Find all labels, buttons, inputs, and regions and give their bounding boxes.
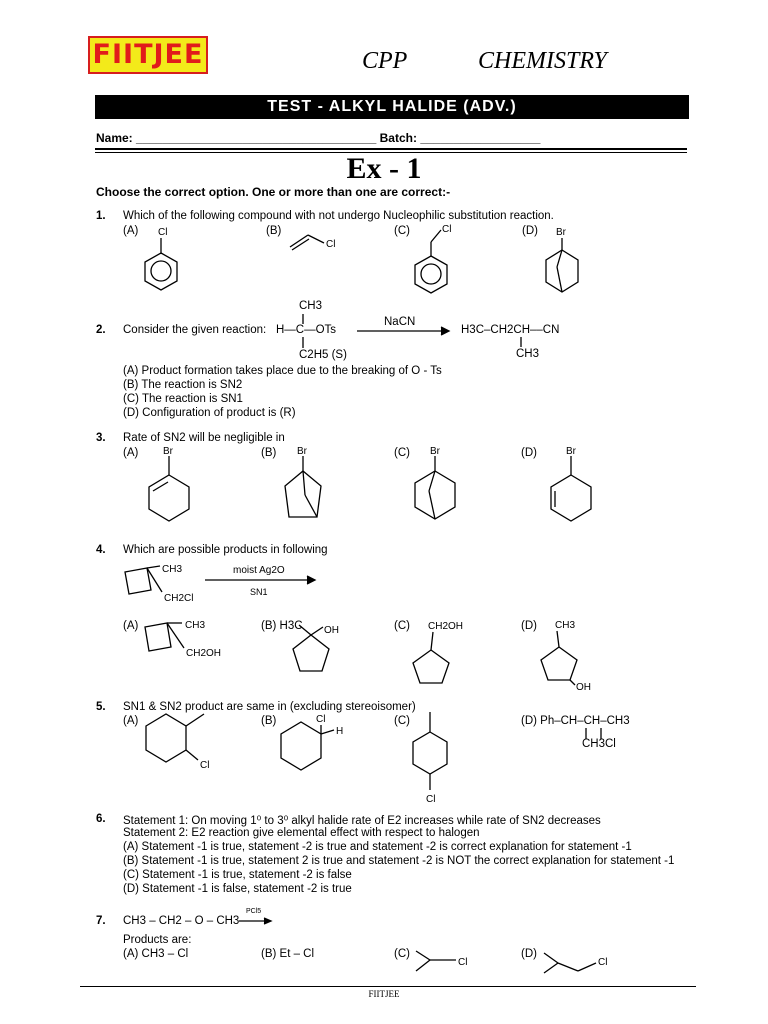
option-label: (C) xyxy=(394,715,410,727)
fiitjee-logo: FIITJEE xyxy=(88,36,208,74)
reagent-label: NaCN xyxy=(384,316,416,328)
bromocyclohexene-allylic-structure xyxy=(540,441,600,526)
option-label: (C) xyxy=(394,447,410,459)
methylcyclopentanol-structure xyxy=(285,615,365,690)
svg-text:CH3: CH3 xyxy=(185,620,206,631)
question-number: 1. xyxy=(96,210,106,222)
svg-text:Br: Br xyxy=(430,446,440,457)
svg-text:CH2OH: CH2OH xyxy=(428,621,464,632)
svg-text:H: H xyxy=(336,726,344,737)
option-label: (D) xyxy=(521,948,537,960)
option-c: (C) The reaction is SN1 xyxy=(123,393,243,405)
batch-field[interactable]: __________________ xyxy=(420,131,541,145)
svg-text:Br: Br xyxy=(566,446,576,457)
isopropyl-chloride-structure xyxy=(412,945,482,975)
option-a: (A) CH3 – Cl xyxy=(123,948,189,960)
reaction-text: CH3 – CH2 – O – CH3 xyxy=(123,915,240,927)
option-label: (A) xyxy=(123,715,139,727)
question-number: 4. xyxy=(96,544,106,556)
products-label: Products are: xyxy=(123,934,192,946)
option-label: (D) xyxy=(521,447,537,459)
cpp-heading: CPP xyxy=(362,48,408,74)
option-c: (C) Statement -1 is true, statement -2 is false xyxy=(123,869,352,881)
option-label: (A) xyxy=(123,225,139,237)
chloromethylcyclohexane-c-structure xyxy=(410,710,460,810)
question-number: 2. xyxy=(96,324,106,336)
svg-text:Cl: Cl xyxy=(158,227,168,238)
cyclobutyl-reactant xyxy=(120,560,330,610)
svg-text:CH2OH: CH2OH xyxy=(186,648,222,659)
question-text: Consider the given reaction: xyxy=(123,324,267,336)
question-text: Which are possible products in following xyxy=(123,544,328,556)
question-text: SN1 & SN2 product are same in (excluding stereoisomer) xyxy=(123,701,416,713)
svg-text:Cl: Cl xyxy=(442,224,452,235)
name-field[interactable]: ____________________________________ xyxy=(136,131,377,145)
option-a: (A) Product formation takes place due to the breaking of O - Ts xyxy=(123,365,442,377)
option-label: (C) xyxy=(394,620,410,632)
svg-text:CH3: CH3 xyxy=(555,620,576,631)
condition-label: SN1 xyxy=(250,587,268,597)
svg-text:Br: Br xyxy=(556,227,566,238)
reactant-center: H—C—OTs xyxy=(276,324,337,336)
option-label: (A) xyxy=(123,447,139,459)
chlorocyclohexane-structure xyxy=(278,712,368,787)
reactant-bottom: C2H5 (S) xyxy=(299,349,347,361)
option-label: (C) xyxy=(394,948,410,960)
methylcyclopentanol-d-structure xyxy=(535,615,615,695)
question-number: 6. xyxy=(96,813,106,825)
option-label: (B) xyxy=(261,715,277,727)
svg-text:Cl: Cl xyxy=(598,957,608,968)
option-label: (A) xyxy=(123,620,139,632)
chlorobenzene-structure xyxy=(130,225,190,300)
option-label: (B) H3C xyxy=(261,620,303,632)
svg-text:Cl: Cl xyxy=(316,714,326,725)
option-a: (A) Statement -1 is true, statement -2 is true and statement -2 is correct explanation for statement -1 xyxy=(123,841,632,853)
bond-lines xyxy=(300,312,310,352)
vinyl-chloride-structure xyxy=(285,225,355,255)
substituents: CH3Cl xyxy=(582,738,616,750)
option-label: (D) xyxy=(521,620,537,632)
svg-text:Cl: Cl xyxy=(326,239,336,250)
question-text: Which of the following compound with not undergo Nucleophilic substitution reaction. xyxy=(123,210,554,222)
reagent-label: moist Ag2O xyxy=(233,565,285,576)
reaction-arrow xyxy=(355,325,455,337)
svg-text:Br: Br xyxy=(297,446,307,457)
chloromethylcyclohexane-structure xyxy=(140,708,230,783)
isobutyl-chloride-structure xyxy=(540,945,620,977)
reaction-arrow xyxy=(237,916,277,926)
option-d: (D) Configuration of product is (R) xyxy=(123,407,296,419)
option-label: (C) xyxy=(394,225,410,237)
name-batch-row: Name: ____________________________________ Batch: __________________ xyxy=(96,131,541,145)
option-label-d: (D) Ph–CH–CH–CH3 xyxy=(521,715,630,727)
svg-text:Cl: Cl xyxy=(200,760,210,771)
option-b: (B) The reaction is SN2 xyxy=(123,379,243,391)
product-substituent: CH3 xyxy=(516,348,540,360)
option-label: (B) xyxy=(261,447,277,459)
exercise-heading: Ex - 1 xyxy=(346,152,422,185)
cyclopentylmethanol-structure xyxy=(410,615,490,690)
svg-text:Cl: Cl xyxy=(458,957,468,968)
option-b: (B) Statement -1 is true, statement 2 is true and statement -2 is NOT the correct explanation for statement -1 xyxy=(123,855,675,867)
bromobicyclooctane-structure xyxy=(405,441,465,526)
svg-text:CH3: CH3 xyxy=(162,564,183,575)
question-number: 5. xyxy=(96,701,106,713)
footer-rule xyxy=(80,986,696,987)
svg-text:Br: Br xyxy=(163,446,173,457)
statement-2: Statement 2: E2 reaction give elemental effect with respect to halogen xyxy=(123,827,480,839)
instruction-text: Choose the correct option. One or more than one are correct:- xyxy=(96,185,451,199)
svg-text:Cl: Cl xyxy=(426,794,436,805)
reactant-top: CH3 xyxy=(299,300,323,312)
option-b: (B) Et – Cl xyxy=(261,948,315,960)
svg-text:OH: OH xyxy=(576,682,591,693)
question-text: Rate of SN2 will be negligible in xyxy=(123,432,285,444)
svg-text:OH: OH xyxy=(324,625,339,636)
cyclobutylmethanol-structure xyxy=(140,615,235,665)
option-label: (D) xyxy=(522,225,538,237)
svg-text:CH2Cl: CH2Cl xyxy=(164,593,194,604)
option-d: (D) Statement -1 is false, statement -2 is true xyxy=(123,883,352,895)
question-number: 3. xyxy=(96,432,106,444)
divider xyxy=(95,148,687,150)
option-label: (B) xyxy=(266,225,282,237)
bromocyclohexene-structure xyxy=(140,441,200,526)
footer-text: FIITJEE xyxy=(368,989,400,999)
bromo-bicyclooctane-structure xyxy=(535,222,590,297)
statement-1: Statement 1: On moving 1⁰ to 3⁰ alkyl halide rate of E2 increases while rate of SN2 decreases xyxy=(123,815,601,827)
benzyl-chloride-structure xyxy=(408,222,468,300)
question-number: 7. xyxy=(96,915,106,927)
product-text: H3C–CH2CH––CN xyxy=(461,324,560,336)
test-title-bar: TEST - ALKYL HALIDE (ADV.) xyxy=(95,95,689,119)
subject-heading: CHEMISTRY xyxy=(478,48,607,74)
reagent-label: PCl5 xyxy=(246,908,262,915)
bromonorbornane-structure xyxy=(275,441,335,526)
